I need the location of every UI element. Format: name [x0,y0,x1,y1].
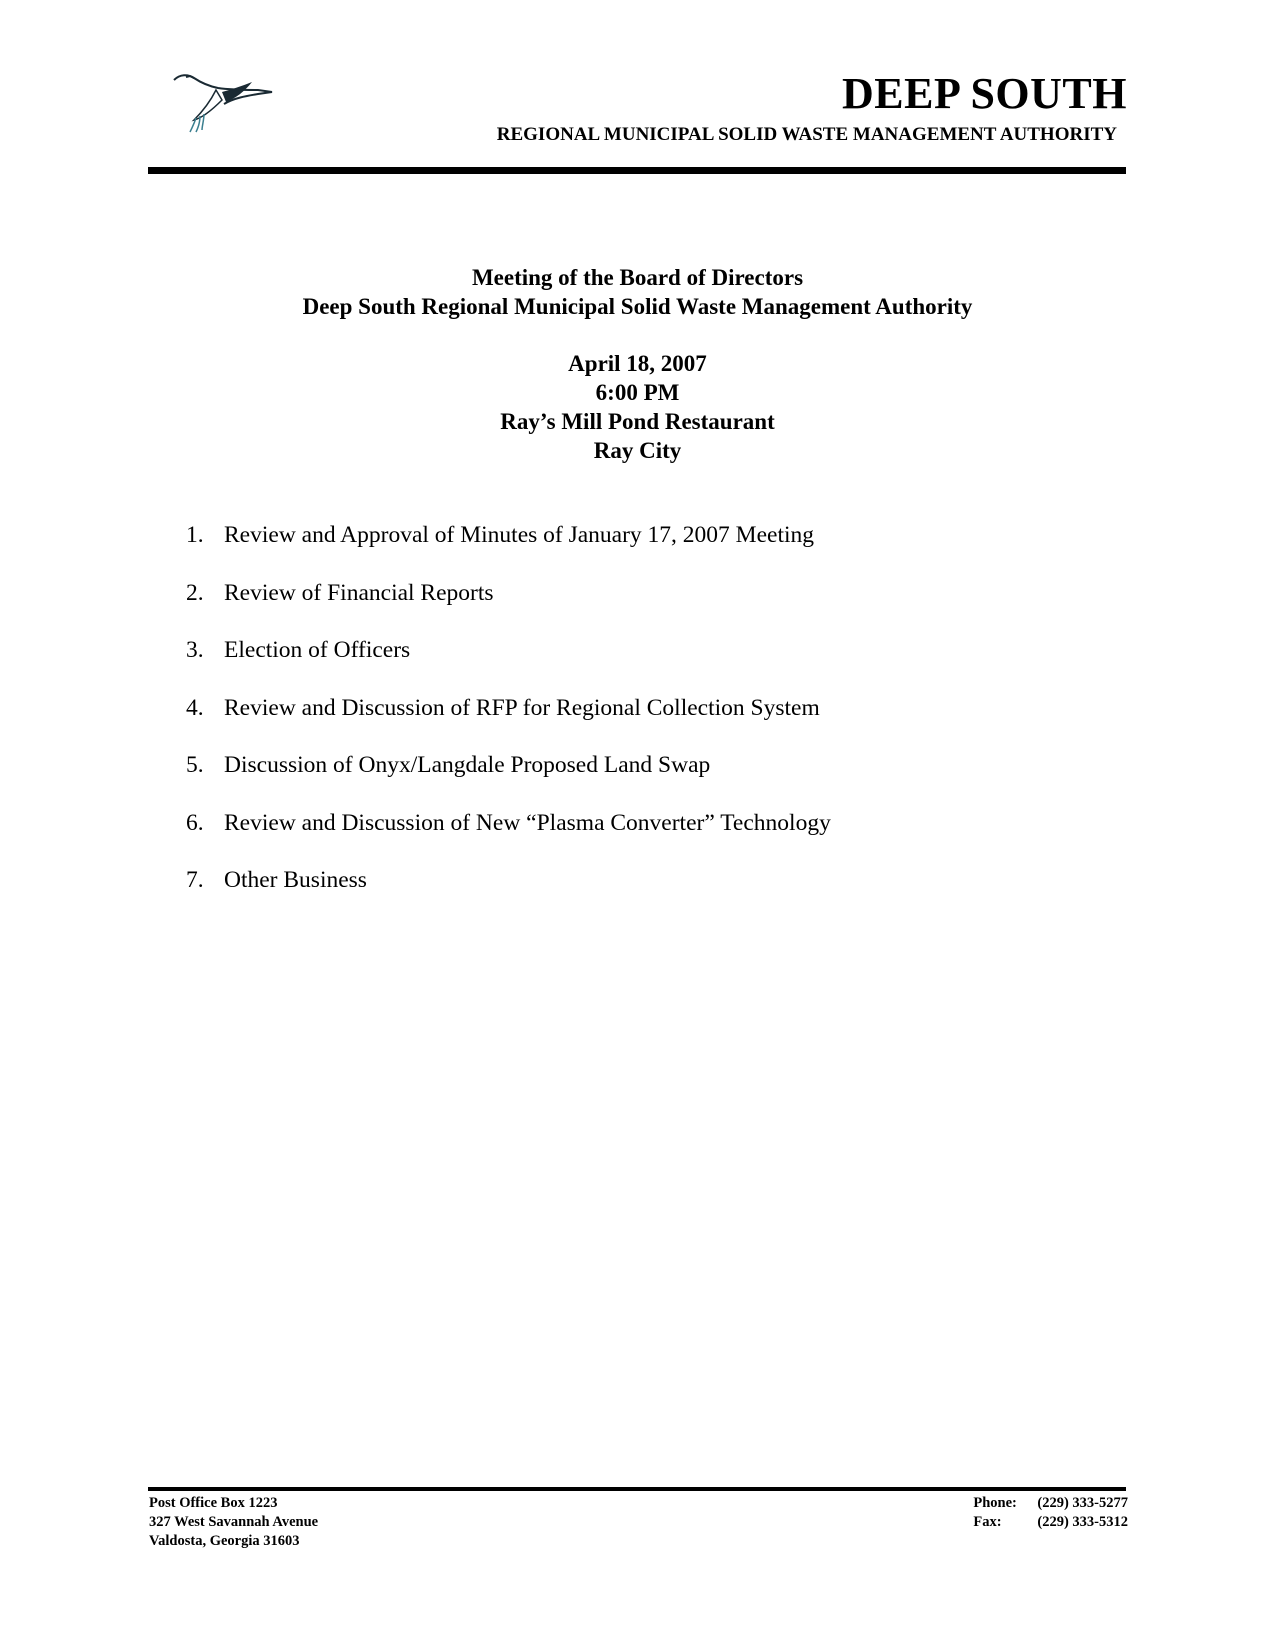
agenda-item [186,750,831,808]
agenda-item-number: 1. [186,522,204,548]
meeting-date: April 18, 2007 [568,351,707,376]
agenda-item [186,520,831,578]
footer-rule [148,1487,1126,1491]
fax-label: Fax: [973,1514,1002,1530]
agenda-list [186,520,831,923]
agenda-item-number: 6. [186,809,204,836]
address-line: 327 West Savannah Avenue [149,1514,319,1530]
meeting-details [0,349,1275,465]
phone-label: Phone: [973,1495,1017,1511]
footer-contact [973,1494,1128,1532]
agenda-item-text: Discussion of Onyx/Langdale Proposed Land Swap [224,752,711,778]
agenda-item-text: Election of Officers [224,637,411,663]
footer-address [149,1494,318,1551]
agenda-item [186,808,831,866]
agenda-item-number: 7. [186,867,204,893]
agenda-item-number: 3. [186,637,204,663]
agenda-item [186,635,831,693]
address-line: Post Office Box 1223 [149,1495,278,1511]
agenda-item-number: 2. [186,579,204,606]
meeting-title: Meeting of the Board of Directors [471,265,804,290]
address-line: Valdosta, Georgia 31603 [149,1533,300,1549]
agenda-item-text: Other Business [224,867,367,893]
organization-subtitle: REGIONAL MUNICIPAL SOLID WASTE MANAGEMENT AUTHORITY [496,124,1117,145]
agenda-item-text: Review and Approval of Minutes of January 17, 2007 Meeting [224,522,815,548]
agenda-item-text: Review and Discussion of RFP for Regional Collection System [224,694,820,721]
meeting-venue: Ray’s Mill Pond Restaurant [500,409,775,434]
header-rule [148,167,1126,174]
meeting-organization: Deep South Regional Municipal Solid Waste Management Authority [302,294,973,319]
agenda-item-text: Review of Financial Reports [224,579,494,606]
phone-row [973,1494,1128,1513]
agenda-item-number: 5. [186,752,204,778]
agenda-item [186,693,831,751]
meeting-city: Ray City [593,438,682,463]
phone-number: (229) 333-5277 [1037,1495,1128,1511]
organization-title: DEEP SOUTH [842,69,1127,118]
meeting-heading [0,263,1275,321]
fax-row [973,1513,1128,1532]
meeting-time: 6:00 PM [595,380,680,405]
agenda-item-number: 4. [186,694,204,721]
agenda-item-text: Review and Discussion of New “Plasma Converter” Technology [224,809,831,836]
agenda-item [186,578,831,636]
fax-number: (229) 333-5312 [1037,1514,1128,1530]
crane-bird-logo [172,68,282,134]
agenda-item [186,865,831,923]
